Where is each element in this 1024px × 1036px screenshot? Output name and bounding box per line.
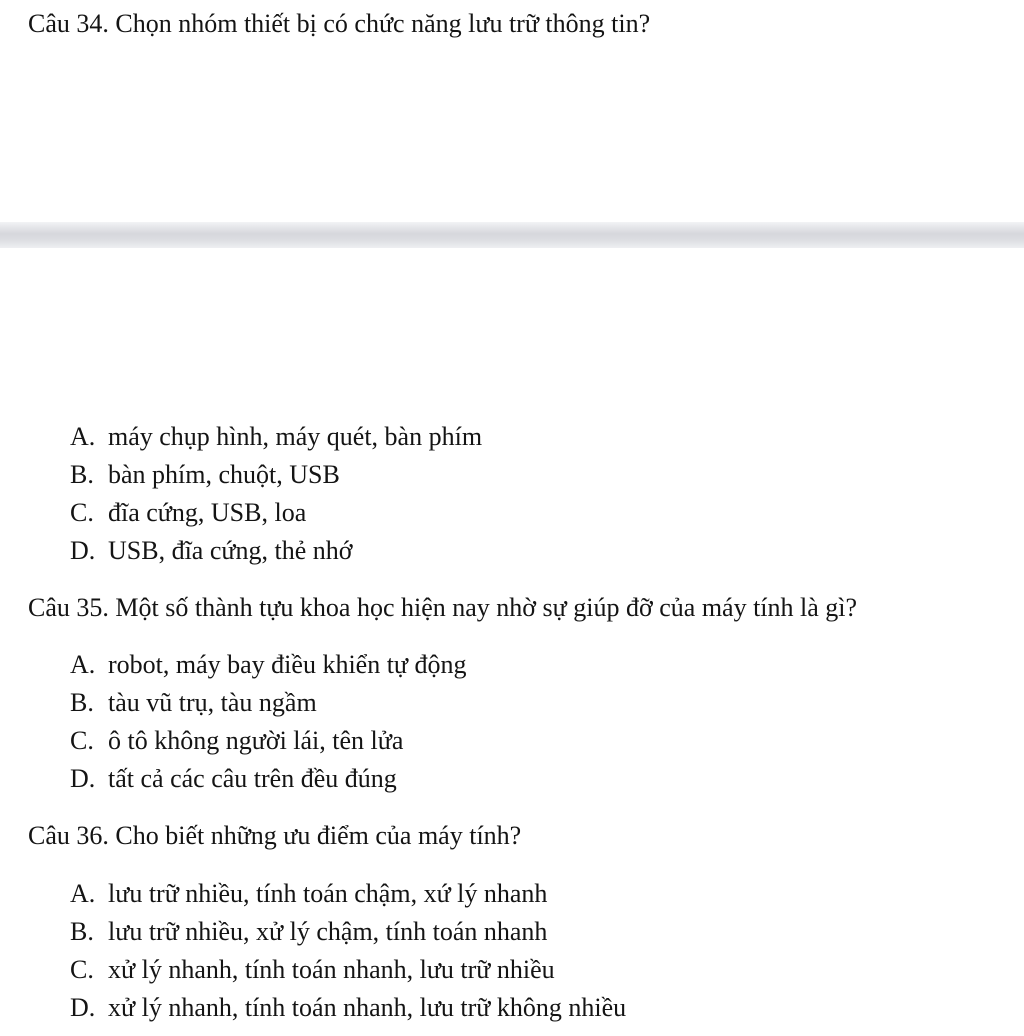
question-35-options bbox=[70, 646, 467, 798]
option-36-d bbox=[70, 989, 626, 1027]
option-text: bàn phím, chuột, USB bbox=[108, 460, 340, 489]
option-text: lưu trữ nhiều, tính toán chậm, xứ lý nhanh bbox=[108, 879, 548, 908]
question-36-title: Câu 36. Cho biết những ưu điểm của máy tính? bbox=[28, 821, 522, 850]
option-text: đĩa cứng, USB, loa bbox=[108, 498, 307, 527]
option-letter: B. bbox=[70, 688, 94, 717]
option-letter: B. bbox=[70, 460, 94, 489]
option-35-c bbox=[70, 722, 467, 760]
question-34-options bbox=[70, 418, 482, 570]
option-letter: B. bbox=[70, 917, 94, 946]
option-text: USB, đĩa cứng, thẻ nhớ bbox=[108, 536, 353, 565]
option-text: máy chụp hình, máy quét, bàn phím bbox=[108, 422, 483, 451]
page-divider bbox=[0, 222, 1024, 248]
option-letter: D. bbox=[70, 536, 96, 565]
option-letter: A. bbox=[70, 422, 96, 451]
option-letter: D. bbox=[70, 993, 96, 1022]
option-35-a bbox=[70, 646, 467, 684]
question-35-title: Câu 35. Một số thành tựu khoa học hiện nay nhờ sự giúp đỡ của máy tính là gì? bbox=[28, 593, 858, 622]
option-letter: A. bbox=[70, 879, 96, 908]
option-34-c bbox=[70, 494, 482, 532]
option-text: ô tô không người lái, tên lửa bbox=[108, 726, 404, 755]
option-34-d bbox=[70, 532, 482, 570]
option-text: lưu trữ nhiều, xử lý chậm, tính toán nhanh bbox=[108, 917, 548, 946]
option-text: tất cả các câu trên đều đúng bbox=[108, 764, 397, 793]
option-36-b bbox=[70, 913, 626, 951]
option-letter: A. bbox=[70, 650, 96, 679]
option-text: xử lý nhanh, tính toán nhanh, lưu trữ không nhiều bbox=[108, 993, 627, 1022]
option-35-d bbox=[70, 760, 467, 798]
question-34-title: Câu 34. Chọn nhóm thiết bị có chức năng lưu trữ thông tin? bbox=[28, 9, 651, 38]
option-text: xử lý nhanh, tính toán nhanh, lưu trữ nhiều bbox=[108, 955, 555, 984]
option-36-a bbox=[70, 875, 626, 913]
question-36-options bbox=[70, 875, 626, 1027]
option-35-b bbox=[70, 684, 467, 722]
option-letter: C. bbox=[70, 498, 94, 527]
option-text: robot, máy bay điều khiển tự động bbox=[108, 650, 467, 679]
option-34-b bbox=[70, 456, 482, 494]
option-36-c bbox=[70, 951, 626, 989]
option-text: tàu vũ trụ, tàu ngầm bbox=[108, 688, 317, 717]
option-letter: C. bbox=[70, 726, 94, 755]
option-letter: C. bbox=[70, 955, 94, 984]
option-letter: D. bbox=[70, 764, 96, 793]
option-34-a bbox=[70, 418, 482, 456]
